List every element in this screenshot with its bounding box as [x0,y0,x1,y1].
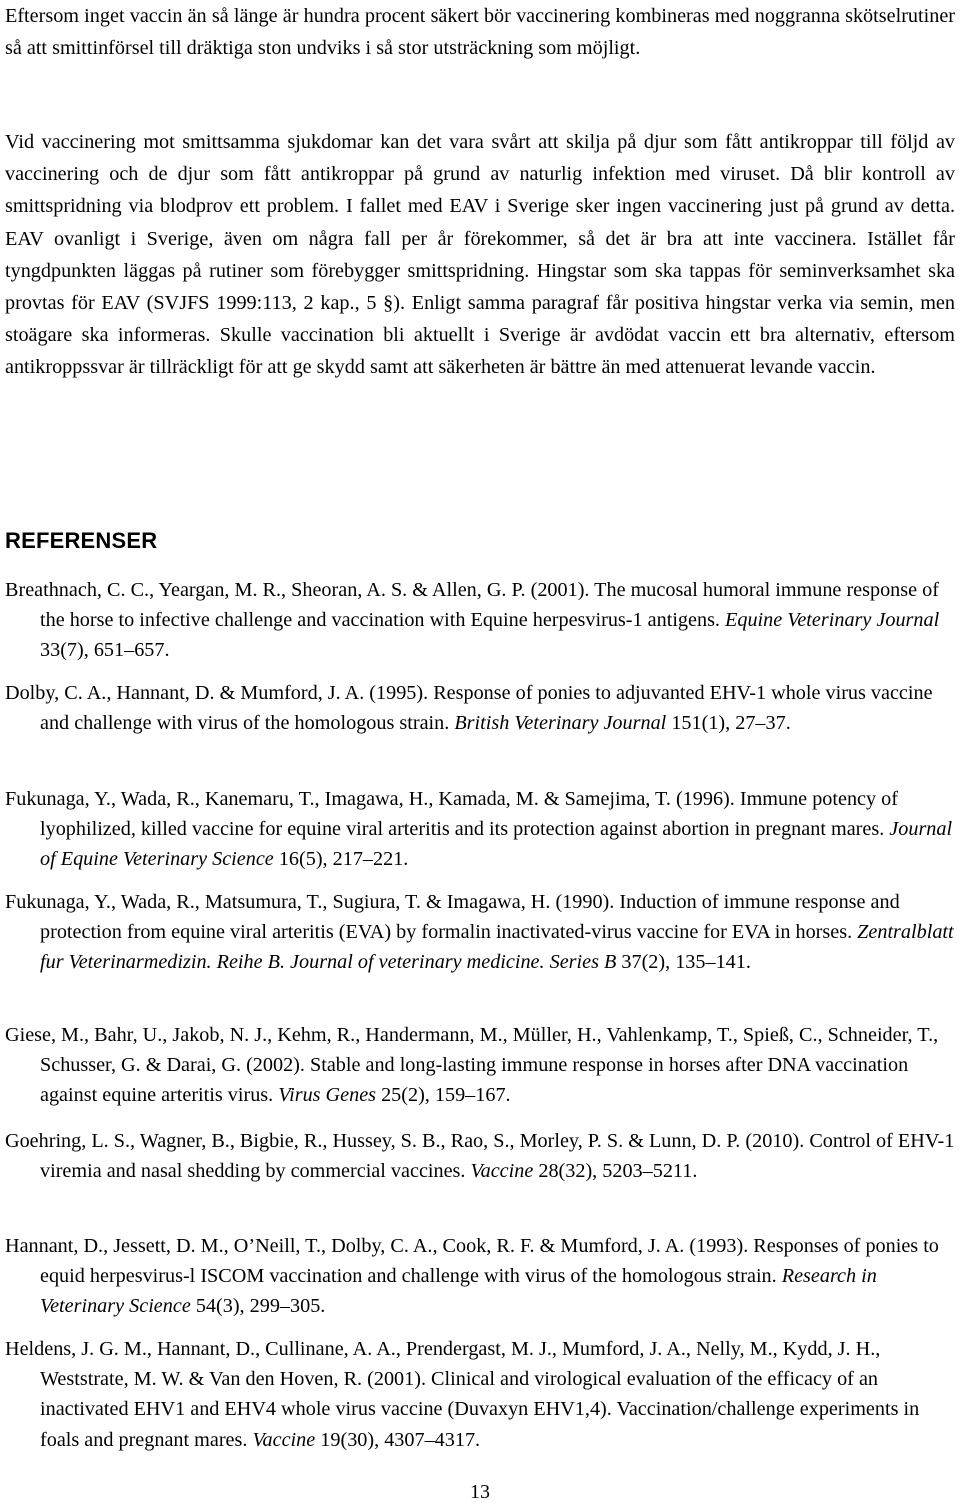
references-heading: REFERENSER [5,528,158,553]
reference-item: Breathnach, C. C., Yeargan, M. R., Sheoran, A. S. & Allen, G. P. (2001). The mucosal humoral immune response of the horse to infective challenge and vaccination with Equine herpesvirus-1 antigens. Equine Veterinary Journal 33(7), 651–657. [5,579,940,662]
reference-item: Fukunaga, Y., Wada, R., Kanemaru, T., Imagawa, H., Kamada, M. & Samejima, T. (1996). Immune potency of lyophilized, killed vaccine for equine viral arteritis and its protection against abortion in pregnant mares. Journal of Equine Veterinary Science 16(5), 217–221. [5,788,953,871]
reference-item: Goehring, L. S., Wagner, B., Bigbie, R., Hussey, S. B., Rao, S., Morley, P. S. & Lunn, D. P. (2010). Control of EHV-1 viremia and nasal shedding by commercial vaccines. Vaccine 28(32), 5203–5211. [5,1130,955,1183]
reference-item: Giese, M., Bahr, U., Jakob, N. J., Kehm, R., Handermann, M., Müller, H., Vahlenkamp, T., Spieß, C., Schneider, T., Schusser, G. & Darai, G. (2002). Stable and long-lasting immune response in horses after DNA vaccination against equine arteritis virus. Virus Genes 25(2), 159–167. [5,1024,939,1107]
body-paragraph-2: Vid vaccinering mot smittsamma sjukdomar kan det vara svårt att skilja på djur som fått antikroppar till följd av vaccinering och de djur som fått antikroppar på grund av naturlig infektion med viruset. Då blir kontroll av smittspridning via blodprov ett problem. I fallet med EAV i Sverige sker ingen vaccinering just på grund av detta. EAV ovanligt i Sverige, även om några fall per år förekommer, så det är bra att inte vaccinera. Istället får tyngdpunkten läggas på rutiner som förebygger smittspridning. Hingstar som ska tappas för seminverksamhet ska provtas för EAV (SVJFS 1999:113, 2 kap., 5 §). Enligt samma paragraf får positiva hingstar verka via semin, men stoägare ska informeras. Skulle vaccination bli aktuellt i Sverige är avdödat vaccin ett bra alternativ, eftersom antikroppssvar är tillräckligt för att ge skydd samt att säkerheten är bättre än med attenuerat levande vaccin. [5,131,955,379]
reference-item: Fukunaga, Y., Wada, R., Matsumura, T., Sugiura, T. & Imagawa, H. (1990). Induction of immune response and protection from equine viral arteritis (EVA) by formalin inactivated-virus vaccine for EVA in horses. Zentralblatt fur Veterinarmedizin. Reihe B. Journal of veterinary medicine. Series B 37(2), 135–141. [5,891,954,974]
page-number: 13 [470,1481,490,1503]
reference-item: Hannant, D., Jessett, D. M., O’Neill, T., Dolby, C. A., Cook, R. F. & Mumford, J. A. (1993). Responses of ponies to equid herpesvirus-l ISCOM vaccination and challenge with virus of the homologous strain. Research in Veterinary Science 54(3), 299–305. [5,1235,939,1318]
reference-item: Heldens, J. G. M., Hannant, D., Cullinane, A. A., Prendergast, M. J., Mumford, J. A., Nelly, M., Kydd, J. H., Weststrate, M. W. & Van den Hoven, R. (2001). Clinical and virological evaluation of the efficacy of an inactivated EHV1 and EHV4 whole virus vaccine (Duvaxyn EHV1,4). Vaccination/challenge experiments in foals and pregnant mares. Vaccine 19(30), 4307–4317. [5,1338,920,1451]
body-paragraph-1: Eftersom inget vaccin än så länge är hundra procent säkert bör vaccinering kombineras med noggranna skötselrutiner så att smittinförsel till dräktiga ston undviks i så stor utsträckning som möjligt. [5,5,955,60]
reference-item: Dolby, C. A., Hannant, D. & Mumford, J. A. (1995). Response of ponies to adjuvanted EHV-1 whole virus vaccine and challenge with virus of the homologous strain. British Veterinary Journal 151(1), 27–37. [5,682,933,735]
